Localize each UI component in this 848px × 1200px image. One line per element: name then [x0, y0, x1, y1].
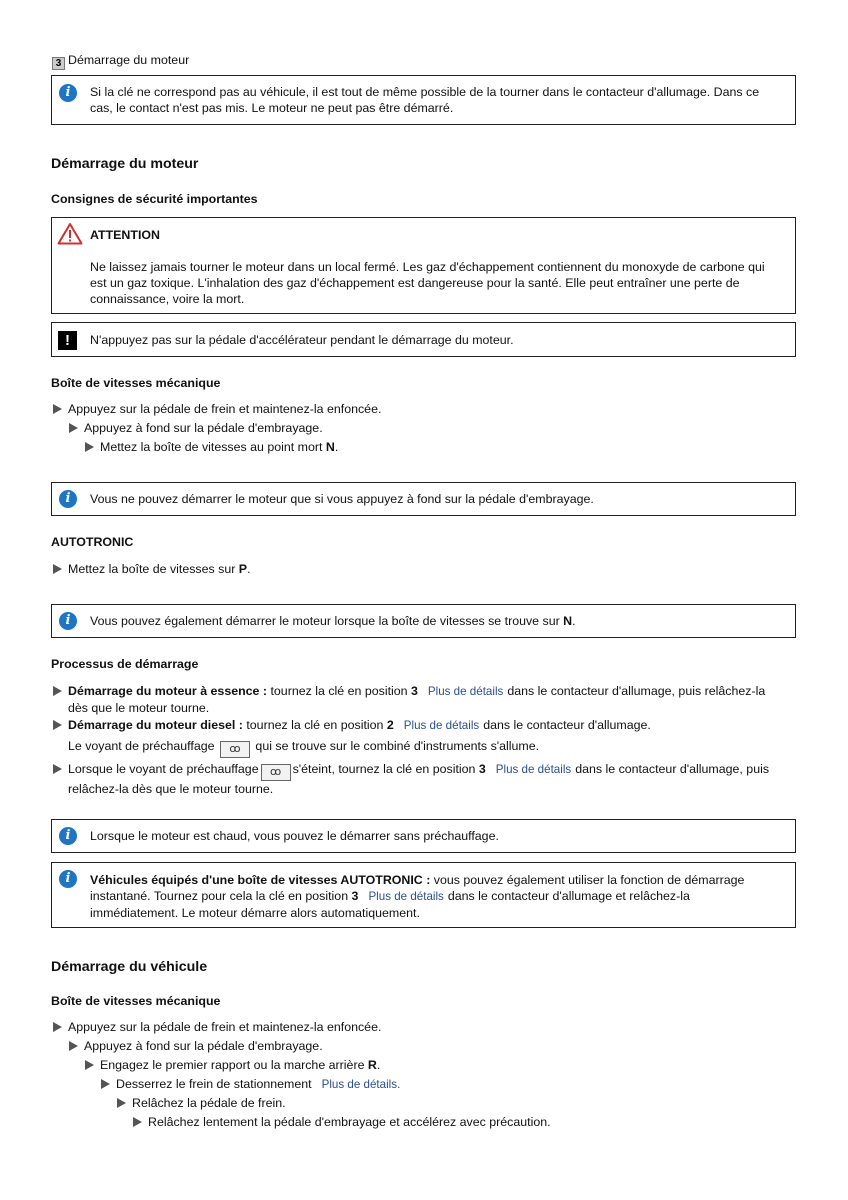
caution-box: [51, 322, 796, 357]
list-item: Appuyez à fond sur la pédale d'embrayage.: [69, 1038, 323, 1054]
list-item: Lorsque le voyant de préchauffage ꝏ s'éteint, tournez la clé en position 3 Plus de détails dans le contacteur d'allumage, puis relâchez-la dès que le moteur tourne.: [53, 761, 798, 797]
list-item: Relâchez lentement la pédale d'embrayage et accélérez avec précaution.: [133, 1114, 551, 1130]
triangle-bullet-icon: [53, 720, 62, 730]
details-link[interactable]: Plus de détails: [495, 763, 572, 776]
autotronic-instant-start-note: i Véhicules équipés d'une boîte de vitesses AUTOTRONIC : vous pouvez également utiliser la fonction de démarrage instantané. Tournez pour cela la clé en position 3 Plus de détails dans le contacteur d'allumage et relâchez-la immédiatement. Le moteur démarre alors automatiquement.: [51, 862, 796, 928]
breadcrumb-text: Démarrage du moteur: [68, 53, 190, 67]
details-link[interactable]: Plus de détails: [403, 719, 480, 732]
list-item: Mettez la boîte de vitesses sur P.: [53, 561, 251, 577]
list-item: Desserrez le frein de stationnement Plus de détails.: [101, 1076, 400, 1093]
warning-box: [51, 217, 796, 314]
caution-text: N'appuyez pas sur la pédale d'accélérateur pendant le démarrage du moteur.: [90, 333, 514, 347]
exclamation-icon: !: [58, 331, 77, 350]
list-item: Relâchez la pédale de frein.: [117, 1095, 286, 1111]
manual-gearbox-heading: Boîte de vitesses mécanique: [51, 376, 221, 390]
safety-heading: Consignes de sécurité importantes: [51, 192, 258, 206]
info-icon: i: [59, 870, 77, 888]
manual-note-text: Vous ne pouvez démarrer le moteur que si vous appuyez à fond sur la pédale d'embrayage.: [90, 492, 594, 506]
triangle-bullet-icon: [101, 1079, 110, 1089]
info-icon: i: [59, 84, 77, 102]
details-link[interactable]: Plus de détails: [368, 890, 444, 903]
triangle-bullet-icon: [53, 764, 62, 774]
list-item: Appuyez sur la pédale de frein et maintenez-la enfoncée.: [53, 401, 381, 417]
section-title-vehicle-start: Démarrage du véhicule: [51, 959, 208, 975]
glow-plug-icon: ꝏ: [220, 741, 250, 758]
info-icon: i: [59, 827, 77, 845]
list-item: Engagez le premier rapport ou la marche arrière R.: [85, 1057, 380, 1073]
triangle-bullet-icon: [85, 442, 94, 452]
warning-triangle-icon: [57, 222, 83, 245]
triangle-bullet-icon: [53, 686, 62, 696]
list-item: Appuyez à fond sur la pédale d'embrayage.: [69, 420, 323, 436]
triangle-bullet-icon: [69, 1041, 78, 1051]
triangle-bullet-icon: [85, 1060, 94, 1070]
manual-gearbox-heading-2: Boîte de vitesses mécanique: [51, 994, 221, 1008]
triangle-bullet-icon: [133, 1117, 142, 1127]
triangle-bullet-icon: [53, 404, 62, 414]
glow-plug-icon: ꝏ: [261, 764, 291, 781]
triangle-bullet-icon: [53, 564, 62, 574]
triangle-bullet-icon: [69, 423, 78, 433]
warning-title: ATTENTION: [90, 228, 160, 242]
warm-note-text: Lorsque le moteur est chaud, vous pouvez le démarrer sans préchauffage.: [90, 829, 499, 843]
autotronic-info-note: i Vous pouvez également démarrer le moteur lorsque la boîte de vitesses se trouve sur N.: [51, 604, 796, 638]
list-item: Appuyez sur la pédale de frein et maintenez-la enfoncée.: [53, 1019, 381, 1035]
section-title-engine-start: Démarrage du moteur: [51, 156, 199, 172]
glow-indicator-line: Le voyant de préchauffage ꝏ qui se trouve sur le combiné d'instruments s'allume.: [68, 738, 539, 758]
intro-note-text: Si la clé ne correspond pas au véhicule, il est tout de même possible de la tourner dans le contacteur d'allumage. Dans ce cas, le contact n'est pas mis. Le moteur ne peut pas être démarré.: [90, 85, 760, 115]
autotronic-heading: AUTOTRONIC: [51, 535, 134, 549]
info-icon: i: [59, 612, 77, 630]
triangle-bullet-icon: [53, 1022, 62, 1032]
details-link[interactable]: Plus de détails: [321, 1078, 398, 1091]
info-icon: i: [59, 490, 77, 508]
warning-text: Ne laissez jamais tourner le moteur dans un local fermé. Les gaz d'échappement contiennent du monoxyde de carbone qui est un gaz toxique. L'inhalation des gaz d'échappement est dangereuse pour la santé. Elle peut entraîner une perte de connaissance, voire la mort.: [90, 260, 765, 306]
manual-info-note: [51, 482, 796, 516]
intro-info-note: [51, 75, 796, 125]
triangle-bullet-icon: [117, 1098, 126, 1108]
list-item: Mettez la boîte de vitesses au point mort N.: [85, 439, 338, 455]
breadcrumb: [52, 52, 189, 68]
chapter-number-icon: 3: [52, 57, 65, 70]
process-heading: Processus de démarrage: [51, 657, 199, 671]
list-item: Démarrage du moteur diesel : tournez la clé en position 2 Plus de détails dans le contacteur d'allumage.: [53, 717, 798, 734]
list-item: Démarrage du moteur à essence : tournez la clé en position 3 Plus de détails dans le contacteur d'allumage, puis relâchez-la dès que le moteur tourne.: [53, 683, 798, 716]
details-link[interactable]: Plus de détails: [427, 685, 504, 698]
warm-engine-info-note: [51, 819, 796, 853]
